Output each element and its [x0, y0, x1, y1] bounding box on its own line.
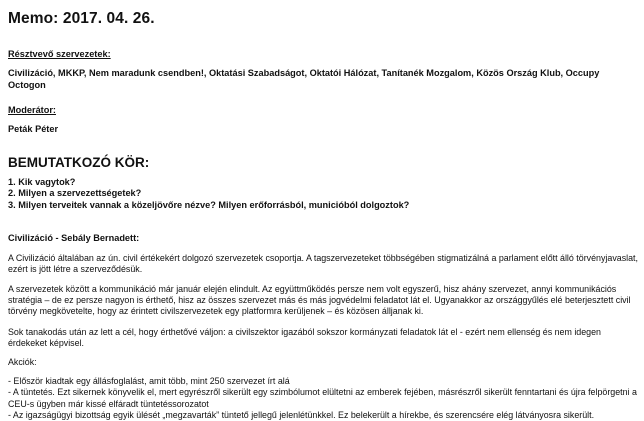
memo-page	[8, 10, 638, 421]
intro-round-heading: BEMUTATKOZÓ KÖR:	[8, 154, 150, 170]
participants-list: Civilizáció, MKKP, Nem maradunk csendben!, Oktatási Szabadságot, Oktatói Hálózat, Tanítanék Mozgalom, Közös Ország Klub, Occupy Octogon	[8, 68, 600, 90]
question-item: 3. Milyen terveitek vannak a közeljövőre nézve? Milyen erőforrásból, municióból dolgoztok?	[8, 199, 410, 210]
question-item: 2. Milyen a szervezettségetek?	[8, 188, 142, 198]
action-item: - A tüntetés. Ezt sikernek könyvelik el, mert egyrészről sikerült egy szimbólumot elültetni az emberek fejében, másrészről sikerült fenntartani és újra felpörgetni a CEU-s ügyben már kissé elfáradt tüntetéssorozatot	[8, 387, 637, 409]
memo-title: Memo: 2017. 04. 26.	[8, 10, 155, 27]
moderator-label: Moderátor:	[8, 105, 56, 115]
intro-questions	[8, 177, 638, 212]
action-item: - Először kiadtak egy állásfoglalást, amit több, mint 250 szervezet írt alá	[8, 376, 290, 387]
action-item: - Az igazságügyi bizottság egyik ülését „megzavarták” tüntető jellegű jelenlétünkkel. Ez belekerült a hírekbe, és szerencsére elég látványosra sikerült.	[8, 409, 595, 420]
paragraph: A szervezetek között a kommunikáció már január elején elindult. Az együttműködés persze nem volt egyszerű, hisz ahány szervezet, annyi kommunikációs stratégia – de ez persze nagyon is érthető, hisz az összes szervezet más és más jogvédelmi feladatot lát el. Ugyanakkor az országgyűlés elé beterjesztett civil törvény megkövetelte, hogy az érintett civilszervezetek egy platformra kerüljenek – és közösen álljanak ki.	[8, 283, 631, 317]
paragraph: Sok tanakodás után az lett a cél, hogy érthetővé váljon: a civilszektor igazából sokszor kormányzati feladatok lát el - ezért nem ellenség és nem idegen érdekeket képvisel.	[8, 326, 601, 348]
paragraph: A Civilizáció általában az ún. civil értékekért dolgozó szervezetek csoportja. A tagszervezeteket többségében stigmatizálná a parlament előtt álló törvényjavaslat, ezért is jött létre a szerveződésük.	[8, 252, 638, 274]
question-item: 1. Kik vagytok?	[8, 176, 76, 187]
moderator-name: Peták Péter	[8, 124, 59, 134]
civilizacio-heading: Civilizáció - Sebály Bernadett:	[8, 233, 140, 243]
participants-label: Résztvevő szervezetek:	[8, 49, 111, 59]
actions-label: Akciók:	[8, 356, 37, 367]
